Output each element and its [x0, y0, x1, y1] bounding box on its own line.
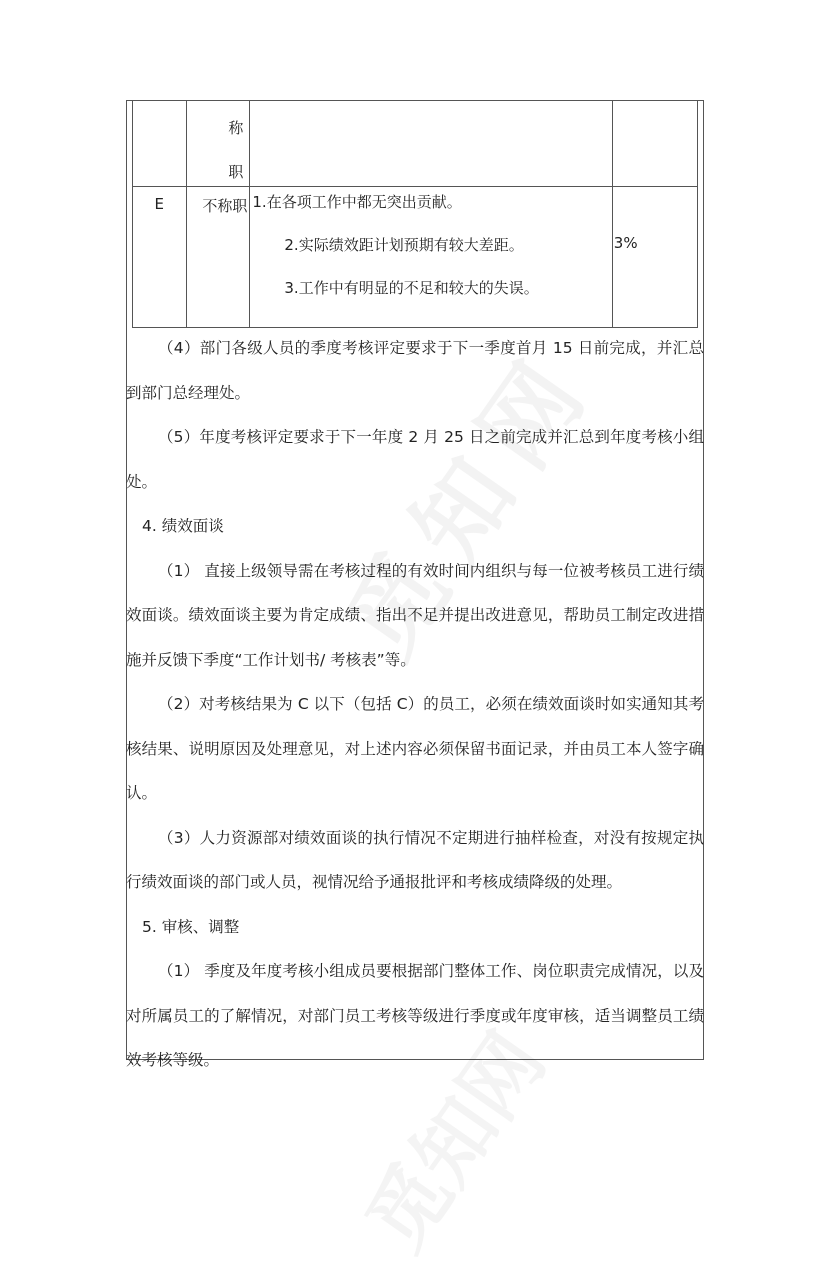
grade-name-part2: 职	[228, 163, 244, 181]
document-body	[126, 326, 704, 1083]
grade-table	[132, 100, 698, 328]
section-heading: 5. 审核、调整	[142, 917, 240, 936]
criteria-item: 1.在各项工作中都无突出贡献。	[252, 193, 462, 211]
criteria-item: 3.工作中有明显的不足和较大的失误。	[284, 279, 539, 297]
grade-cell	[133, 101, 187, 187]
percent-cell	[612, 101, 697, 187]
paragraph: （4）部门各级人员的季度考核评定要求于下一季度首月 15 日前完成，并汇总到部门总经理处。	[126, 339, 704, 402]
criteria-item: 2.实际绩效距计划预期有较大差距。	[284, 236, 524, 254]
criteria-cell	[250, 187, 612, 328]
table-row	[133, 187, 698, 328]
table-row	[133, 101, 698, 187]
criteria-cell	[250, 101, 612, 187]
paragraph: （5）年度考核评定要求于下一年度 2 月 25 日之前完成并汇总到年度考核小组处。	[126, 428, 704, 491]
paragraph: （1） 直接上级领导需在考核过程的有效时间内组织与每一位被考核员工进行绩效面谈。绩效面谈主要为肯定成绩、指出不足并提出改进意见，帮助员工制定改进措施并反馈下季度“工作计划书/ 考核表”等。	[126, 561, 704, 669]
paragraph: （3）人力资源部对绩效面谈的执行情况不定期进行抽样检查，对没有按规定执行绩效面谈的部门或人员，视情况给予通报批评和考核成绩降级的处理。	[126, 828, 704, 891]
grade-name-part1: 称	[228, 119, 244, 137]
section-heading: 4. 绩效面谈	[142, 517, 224, 535]
grade-cell: E	[133, 187, 187, 328]
percent-value: 3%	[613, 234, 638, 252]
grade-name-cell	[186, 101, 250, 187]
paragraph: （2）对考核结果为 C 以下（包括 C）的员工，必须在绩效面谈时如实通知其考核结果、说明原因及处理意见，对上述内容必须保留书面记录，并由员工本人签字确认。	[126, 695, 704, 802]
grade-name-cell: 不称职	[186, 187, 250, 328]
paragraph: （1） 季度及年度考核小组成员要根据部门整体工作、岗位职责完成情况，以及对所属员工的了解情况，对部门员工考核等级进行季度或年度审核，适当调整员工绩效考核等级。	[126, 962, 704, 1069]
percent-cell	[612, 187, 697, 328]
